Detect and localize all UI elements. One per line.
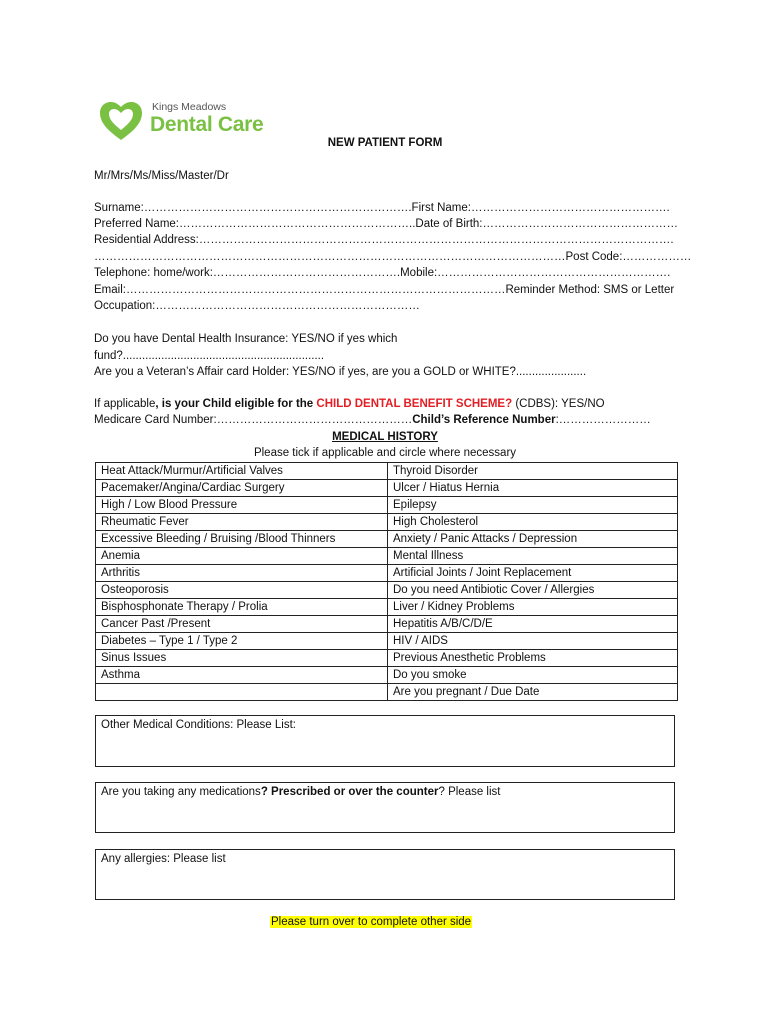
insurance-question: Do you have Dental Health Insurance: YES/NO if yes which <box>94 333 398 345</box>
cdbs-scheme-name: CHILD DENTAL BENEFIT SCHEME? <box>316 398 513 410</box>
veteran-question: Are you a Veteran’s Affair card Holder: YES/NO if yes, are you a GOLD or WHITE?...................... <box>94 366 587 378</box>
condition-cell[interactable]: Asthma <box>96 667 388 684</box>
allergies-label: Any allergies: Please list <box>101 853 226 865</box>
field-surname-firstname: Surname:…………………………………………………………….First Name:……………………………………………. <box>94 202 670 214</box>
medicare-suffix: :…………………… <box>555 414 651 426</box>
condition-cell[interactable]: High / Low Blood Pressure <box>96 497 388 514</box>
condition-cell[interactable]: Excessive Bleeding / Bruising /Blood Thinners <box>96 531 388 548</box>
insurance-fund: fund?............................................................... <box>94 350 325 362</box>
condition-cell[interactable]: Bisphosphonate Therapy / Prolia <box>96 599 388 616</box>
condition-cell[interactable]: High Cholesterol <box>388 514 678 531</box>
table-row <box>96 548 678 565</box>
condition-cell[interactable]: Mental Illness <box>388 548 678 565</box>
condition-cell[interactable]: Anxiety / Panic Attacks / Depression <box>388 531 678 548</box>
condition-cell[interactable]: Ulcer / Hiatus Hernia <box>388 480 678 497</box>
condition-cell[interactable]: Cancer Past /Present <box>96 616 388 633</box>
cdbs-bold: , is your Child eligible for the <box>155 398 317 410</box>
field-address-postcode: ……………………………………………………………………………………………………………Post Code:……………… <box>94 251 692 263</box>
medications-suffix: ? Please list <box>438 786 501 798</box>
table-row <box>96 480 678 497</box>
medical-history-table <box>95 462 678 701</box>
table-row <box>96 616 678 633</box>
condition-cell[interactable]: Arthritis <box>96 565 388 582</box>
condition-cell[interactable] <box>96 684 388 701</box>
title-options: Mr/Mrs/Ms/Miss/Master/Dr <box>94 170 229 182</box>
logo-line2: Dental Care <box>150 113 264 136</box>
allergies-box[interactable] <box>95 849 675 900</box>
turn-over-notice: Please turn over to complete other side <box>271 916 472 928</box>
condition-cell[interactable]: Pacemaker/Angina/Cardiac Surgery <box>96 480 388 497</box>
condition-cell[interactable]: Diabetes – Type 1 / Type 2 <box>96 633 388 650</box>
condition-cell[interactable]: Liver / Kidney Problems <box>388 599 678 616</box>
medicare-prefix: Medicare Card Number:…………………………………………… <box>94 414 413 426</box>
field-telephone-mobile: Telephone: home/work:………………………………………….Mobile:……………………………………………………. <box>94 267 671 279</box>
table-row <box>96 650 678 667</box>
medications-box[interactable] <box>95 782 675 833</box>
condition-cell[interactable]: Epilepsy <box>388 497 678 514</box>
cdbs-prefix: If applicable <box>94 398 156 410</box>
condition-cell[interactable]: Heat Attack/Murmur/Artificial Valves <box>96 463 388 480</box>
table-row <box>96 599 678 616</box>
condition-cell[interactable]: Sinus Issues <box>96 650 388 667</box>
table-row <box>96 684 678 701</box>
childs-reference-label: Child’s Reference Number <box>412 414 556 426</box>
condition-cell[interactable]: Do you need Antibiotic Cover / Allergies <box>388 582 678 599</box>
table-row <box>96 633 678 650</box>
condition-cell[interactable]: Anemia <box>96 548 388 565</box>
other-conditions-label: Other Medical Conditions: Please List: <box>101 719 296 731</box>
condition-cell[interactable]: Rheumatic Fever <box>96 514 388 531</box>
condition-cell[interactable]: Thyroid Disorder <box>388 463 678 480</box>
condition-cell[interactable]: Osteoporosis <box>96 582 388 599</box>
condition-cell[interactable]: Artificial Joints / Joint Replacement <box>388 565 678 582</box>
condition-cell[interactable]: Hepatitis A/B/C/D/E <box>388 616 678 633</box>
medical-history-title: MEDICAL HISTORY <box>332 431 438 443</box>
table-row <box>96 582 678 599</box>
field-email-reminder: Email:………………………………………………………………………………………Reminder Method: SMS or Letter <box>94 284 675 296</box>
field-address: Residential Address:……………………………………………………………………………………………………………. <box>94 234 674 246</box>
condition-cell[interactable]: Do you smoke <box>388 667 678 684</box>
logo-line1: Kings Meadows <box>152 101 227 113</box>
form-title: NEW PATIENT FORM <box>327 137 443 149</box>
condition-cell[interactable]: Are you pregnant / Due Date <box>388 684 678 701</box>
medications-bold: ? Prescribed or over the counter <box>260 786 439 798</box>
cdbs-suffix: (CDBS): YES/NO <box>512 398 605 410</box>
field-occupation: Occupation:…………………………………………………………… <box>94 300 420 312</box>
medications-prefix: Are you taking any medications <box>101 786 261 798</box>
condition-cell[interactable]: Previous Anesthetic Problems <box>388 650 678 667</box>
medical-history-subtitle: Please tick if applicable and circle where necessary <box>253 447 517 459</box>
field-preferred-dob: Preferred Name:……………………………………………………..Date of Birth:…………………………………………… <box>94 218 679 230</box>
condition-cell[interactable]: HIV / AIDS <box>388 633 678 650</box>
table-row <box>96 565 678 582</box>
table-row <box>96 667 678 684</box>
other-conditions-box[interactable] <box>95 715 675 767</box>
cdbs-question <box>94 398 605 410</box>
table-row <box>96 497 678 514</box>
table-row <box>96 531 678 548</box>
table-row <box>96 514 678 531</box>
table-row <box>96 463 678 480</box>
medicare-line <box>94 414 651 426</box>
